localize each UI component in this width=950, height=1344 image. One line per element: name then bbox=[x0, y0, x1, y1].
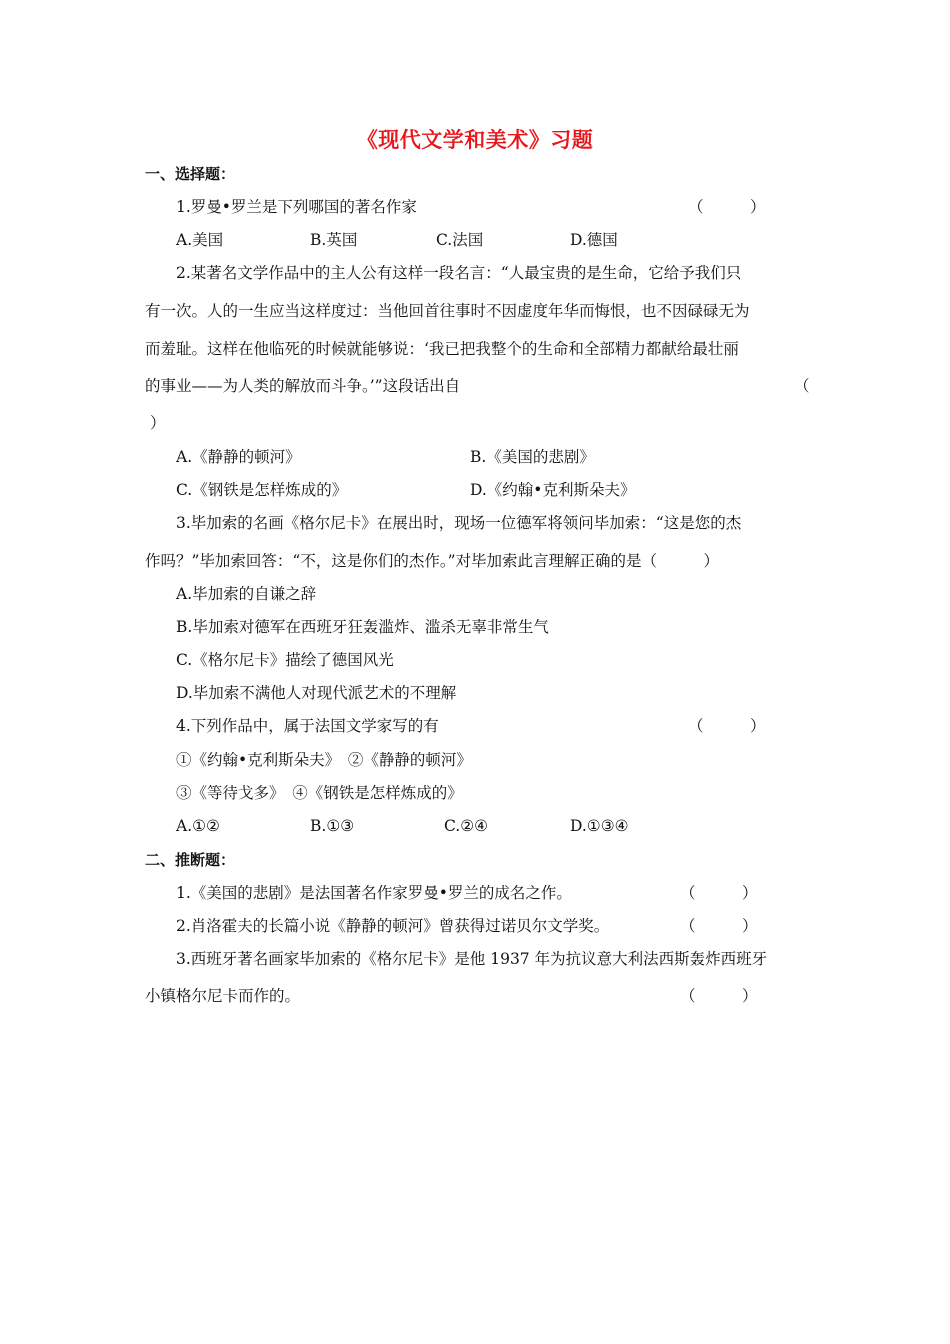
answer-blank-close: ） bbox=[150, 414, 166, 432]
section-heading-choice: 一、选择题： bbox=[145, 165, 236, 183]
option-d: D.德国 bbox=[570, 231, 618, 249]
option-d: D.毕加索不满他人对现代派艺术的不理解 bbox=[176, 684, 457, 702]
question-2-line: 有一次。人的一生应当这样度过：当他回首往事时不因虚度年华而悔恨，也不因碌碌无为 bbox=[145, 302, 750, 320]
option-b: B.毕加索对德军在西班牙狂轰滥炸、滥杀无辜非常生气 bbox=[176, 618, 549, 636]
answer-blank: （ ） bbox=[680, 884, 758, 902]
question-2-line: 而羞耻。这样在他临死的时候就能够说：‘我已把我整个的生命和全部精力都献给最壮丽 bbox=[145, 340, 739, 358]
judgement-2: 2.肖洛霍夫的长篇小说《静静的顿河》曾获得过诺贝尔文学奖。 bbox=[176, 917, 610, 935]
work-list-line: ①《约翰•克利斯朵夫》 ②《静静的顿河》 bbox=[176, 751, 472, 769]
judgement-1: 1.《美国的悲剧》是法国著名作家罗曼•罗兰的成名之作。 bbox=[176, 884, 572, 902]
option-b: B.《美国的悲剧》 bbox=[470, 448, 595, 466]
judgement-3-line: 3.西班牙著名画家毕加索的《格尔尼卡》是他 1937 年为抗议意大利法西斯轰炸西班牙 bbox=[176, 950, 768, 968]
option-c: C.②④ bbox=[444, 817, 489, 835]
section-heading-judgement: 二、推断题： bbox=[145, 851, 236, 869]
option-c: C.《格尔尼卡》描绘了德国风光 bbox=[176, 651, 394, 669]
option-a: A.毕加索的自谦之辞 bbox=[176, 585, 317, 603]
option-a: A.①② bbox=[176, 817, 220, 835]
option-a: A.美国 bbox=[176, 231, 224, 249]
document-title: 《现代文学和美术》习题 bbox=[356, 128, 594, 152]
answer-blank: （ ） bbox=[688, 198, 766, 216]
question-3-line: 作吗？”毕加索回答：“不，这是你们的杰作。”对毕加索此言理解正确的是（ ） bbox=[145, 552, 720, 570]
option-a: A.《静静的顿河》 bbox=[176, 448, 301, 466]
option-d: D.①③④ bbox=[570, 817, 629, 835]
option-b: B.①③ bbox=[310, 817, 355, 835]
option-c: C.法国 bbox=[436, 231, 484, 249]
question-4-stem: 4.下列作品中，属于法国文学家写的有 bbox=[176, 717, 439, 735]
option-d: D.《约翰•克利斯朵夫》 bbox=[470, 481, 636, 499]
work-list-line: ③《等待戈多》 ④《钢铁是怎样炼成的》 bbox=[176, 784, 463, 802]
option-b: B.英国 bbox=[310, 231, 358, 249]
judgement-3-line: 小镇格尔尼卡而作的。 bbox=[145, 987, 301, 1005]
answer-blank: （ ） bbox=[680, 987, 758, 1005]
question-1-stem: 1.罗曼•罗兰是下列哪国的著名作家 bbox=[176, 198, 417, 216]
option-c: C.《钢铁是怎样炼成的》 bbox=[176, 481, 348, 499]
answer-blank: （ ） bbox=[688, 717, 766, 735]
question-2-line: 的事业——为人类的解放而斗争。’”这段话出自 bbox=[145, 377, 461, 395]
answer-blank: （ ） bbox=[680, 917, 758, 935]
answer-blank-open: （ bbox=[794, 377, 810, 395]
question-2-line: 2.某著名文学作品中的主人公有这样一段名言：“人最宝贵的是生命，它给予我们只 bbox=[176, 264, 742, 282]
question-3-line: 3.毕加索的名画《格尔尼卡》在展出时，现场一位德军将领问毕加索：“这是您的杰 bbox=[176, 514, 742, 532]
